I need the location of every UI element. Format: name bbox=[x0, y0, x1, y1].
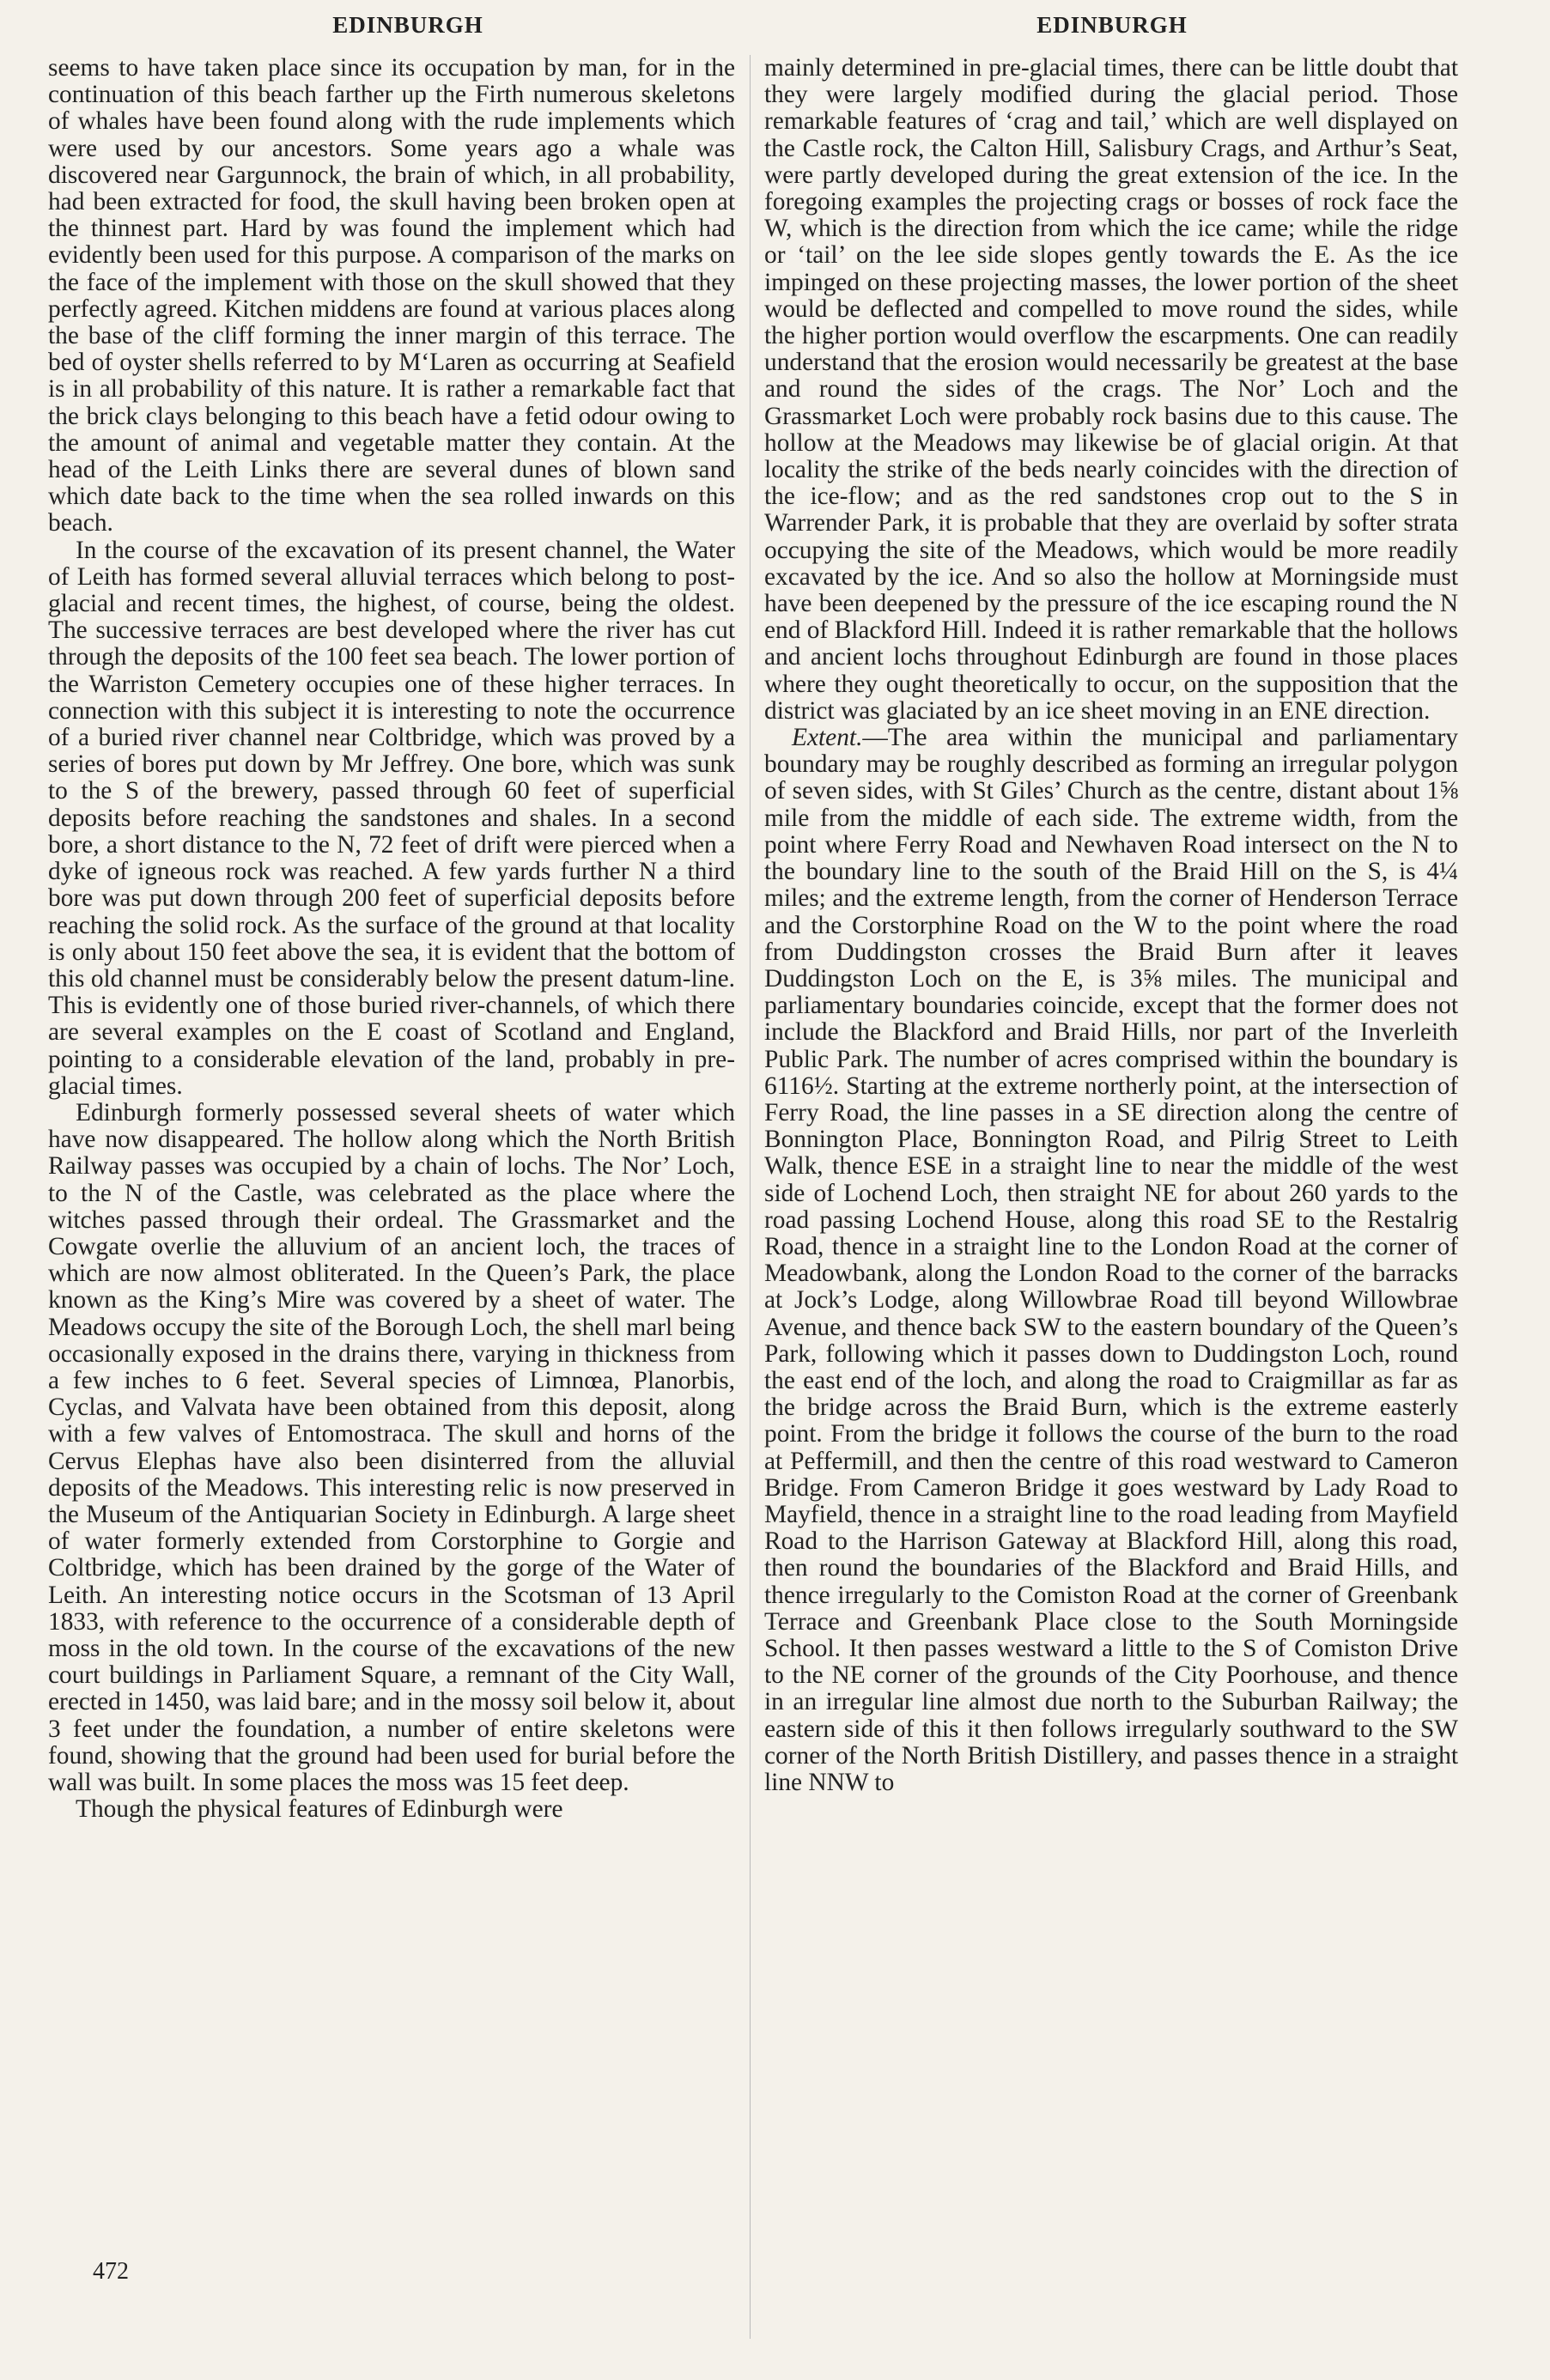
section-label: Extent. bbox=[792, 724, 863, 752]
running-head-right: EDINBURGH bbox=[1036, 12, 1188, 38]
paragraph: Though the physical features of Edinburgh were bbox=[76, 1795, 563, 1824]
paragraph bbox=[764, 725, 1458, 1796]
running-head-left: EDINBURGH bbox=[332, 12, 483, 38]
left-column bbox=[48, 55, 735, 1823]
paragraph: mainly determined in pre-glacial times, there can be little doubt that they were largely modified during the glacial period. Those remarkable features of ‘crag and tail,’ which are well displayed on the Castle rock, the Calton Hill, Salisbury Crags, and Arthur’s Seat, were partly developed during the great extension of the ice. In the foregoing examples the projecting crags or bosses of rock face the W, which is the direction from which the ice came; while the ridge or ‘tail’ on the lee side slopes gently towards the E. As the ice impinged on these projecting masses, the lower portion of the sheet would be deflected and compelled to move round the sides, while the higher portion would overflow the escarpments. One can readily understand that the erosion would necessarily be greatest at the base and round the sides of the crags. The Nor’ Loch and the Grassmarket Loch were probably rock basins due to this cause. The hollow at the Meadows may likewise be of glacial origin. At that locality the strike of the beds nearly coincides with the direction of the ice-flow; and as the red sandstones crop out to the S in Warrender Park, it is probable that they are overlaid by softer strata occupying the site of the Meadows, which would be more readily excavated by the ice. And so also the hollow at Morningside must have been deepened by the pressure of the ice escaping round the N end of Blackford Hill. Indeed it is rather remarkable that the hollows and ancient lochs throughout Edinburgh are found in those places where they ought theoretically to occur, on the supposition that the district was glaciated by an ice sheet moving in an ENE direction. bbox=[764, 54, 1458, 725]
paragraph: Edinburgh formerly possessed several sheets of water which have now disappeared. The hollow along which the North British Railway passes was occupied by a chain of lochs. The Nor’ Loch, to the N of the Castle, was celebrated as the place where the witches passed through their ordeal. The Grassmarket and the Cowgate overlie the alluvium of an ancient loch, the traces of which are now almost obliterated. In the Queen’s Park, the place known as the King’s Mire was covered by a sheet of water. The Meadows occupy the site of the Borough Loch, the shell marl being occasionally exposed in the drains there, varying in thickness from a few inches to 6 feet. Several species of Limnœa, Planorbis, Cyclas, and Valvata have been obtained from this deposit, along with a few valves of Entomostraca. The skull and horns of the Cervus Elephas have also been disinterred from the alluvial deposits of the Meadows. This interesting relic is now preserved in the Museum of the Antiquarian Society in Edinburgh. A large sheet of water formerly extended from Corstorphine to Gorgie and Coltbridge, which has been drained by the gorge of the Water of Leith. An interesting notice occurs in the Scotsman of 13 April 1833, with reference to the occurrence of a considerable depth of moss in the old town. In the course of the excavations of the new court buildings in Parliament Square, a remnant of the City Wall, erected in 1450, was laid bare; and in the mossy soil below it, about 3 feet under the foundation, a number of entire skeletons were found, showing that the ground had been used for burial before the wall was built. In some places the moss was 15 feet deep. bbox=[48, 1098, 735, 1796]
right-column bbox=[764, 55, 1458, 1796]
paragraph: In the course of the excavation of its present channel, the Water of Leith has formed several alluvial terraces which belong to post-glacial and recent times, the highest, of course, being the oldest. The successive terraces are best developed where the river has cut through the deposits of the 100 feet sea beach. The lower portion of the Warriston Cemetery occupies one of these higher terraces. In connection with this subject it is interesting to note the occurrence of a buried river channel near Coltbridge, which was proved by a series of bores put down by Mr Jeffrey. One bore, which was sunk to the S of the brewery, passed through 60 feet of superficial deposits before reaching the sandstones and shales. In a second bore, a short distance to the N, 72 feet of drift were pierced when a dyke of igneous rock was reached. A few yards further N a third bore was put down through 200 feet of superficial deposits before reaching the solid rock. As the surface of the ground at that locality is only about 150 feet above the sea, it is evident that the bottom of this old channel must be considerably below the present datum-line. This is evidently one of those buried river-channels, of which there are several examples on the E coast of Scotland and England, pointing to a considerable elevation of the land, probably in pre-glacial times. bbox=[48, 536, 735, 1100]
paragraph-text: —The area within the municipal and parliamentary boundary may be roughly described as forming an irregular polygon of seven sides, with St Giles’ Church as the centre, distant about 1⅝ mile from the middle of each side. The extreme width, from the point where Ferry Road and Newhaven Road intersect on the N to the boundary line to the south of the Braid Hill on the S, is 4¼ miles; and the extreme length, from the corner of Henderson Terrace and the Corstorphine Road on the W to the point where the road from Duddingston crosses the Braid Burn after it leaves Duddingston Loch on the E, is 3⅝ miles. The municipal and parliamentary boundaries coincide, except that the former does not include the Blackford and Braid Hills, nor part of the Inverleith Public Park. The number of acres comprised within the boundary is 6116½. Starting at the extreme northerly point, at the intersection of Ferry Road, the line passes in a SE direction along the centre of Bonnington Place, Bonnington Road, and Pilrig Street to Leith Walk, thence ESE in a straight line to near the middle of the west side of Lochend Loch, then straight NE for about 260 yards to the road passing Lochend House, along this road SE to the Restalrig Road, thence in a straight line to the London Road at the corner of Meadowbank, along the London Road to the corner of the barracks at Jock’s Lodge, along Willowbrae Road till beyond Willowbrae Avenue, and thence back SW to the eastern boundary of the Queen’s Park, following which it passes down to Duddingston Loch, round the east end of the loch, and along the road to Craigmillar as far as the bridge across the Braid Burn, which is the extreme easterly point. From the bridge it follows the course of the burn to the road at Peffermill, and then the centre of this road westward to Cameron Bridge. From Cameron Bridge it goes westward by Lady Road to Mayfield, thence in a straight line to the road leading from Mayfield Road to the Harrison Gateway at Blackford Hill, along this road, then round the boundaries of the Blackford and Braid Hills, and thence irregularly to the Comiston Road at the corner of Greenbank Terrace and Greenbank Place close to the South Morningside School. It then passes westward a little to the S of Comiston Drive to the NE corner of the grounds of the City Poorhouse, and thence in an irregular line almost due north to the Suburban Railway; the eastern side of this it then follows irregularly southward to the SW corner of the North British Distillery, and passes thence in a straight line NNW to bbox=[764, 724, 1458, 1796]
column-divider bbox=[750, 55, 751, 2339]
paragraph: seems to have taken place since its occupation by man, for in the continuation of this beach farther up the Firth numerous skeletons of whales have been found along with the rude implements which were used by our ancestors. Some years ago a whale was discovered near Gargunnock, the brain of which, in all probability, had been extracted for food, the skull having been broken open at the thinnest part. Hard by was found the implement which had evidently been used for this purpose. A comparison of the marks on the face of the implement with those on the skull showed that they perfectly agreed. Kitchen middens are found at various places along the base of the cliff forming the inner margin of this terrace. The bed of oyster shells referred to by M‘Laren as occurring at Seafield is in all probability of this nature. It is rather a remarkable fact that the brick clays belonging to this beach have a fetid odour owing to the amount of animal and vegetable matter they contain. At the head of the Leith Links there are several dunes of blown sand which date back to the time when the sea rolled inwards on this beach. bbox=[48, 54, 735, 537]
page-number: 472 bbox=[93, 2258, 129, 2285]
